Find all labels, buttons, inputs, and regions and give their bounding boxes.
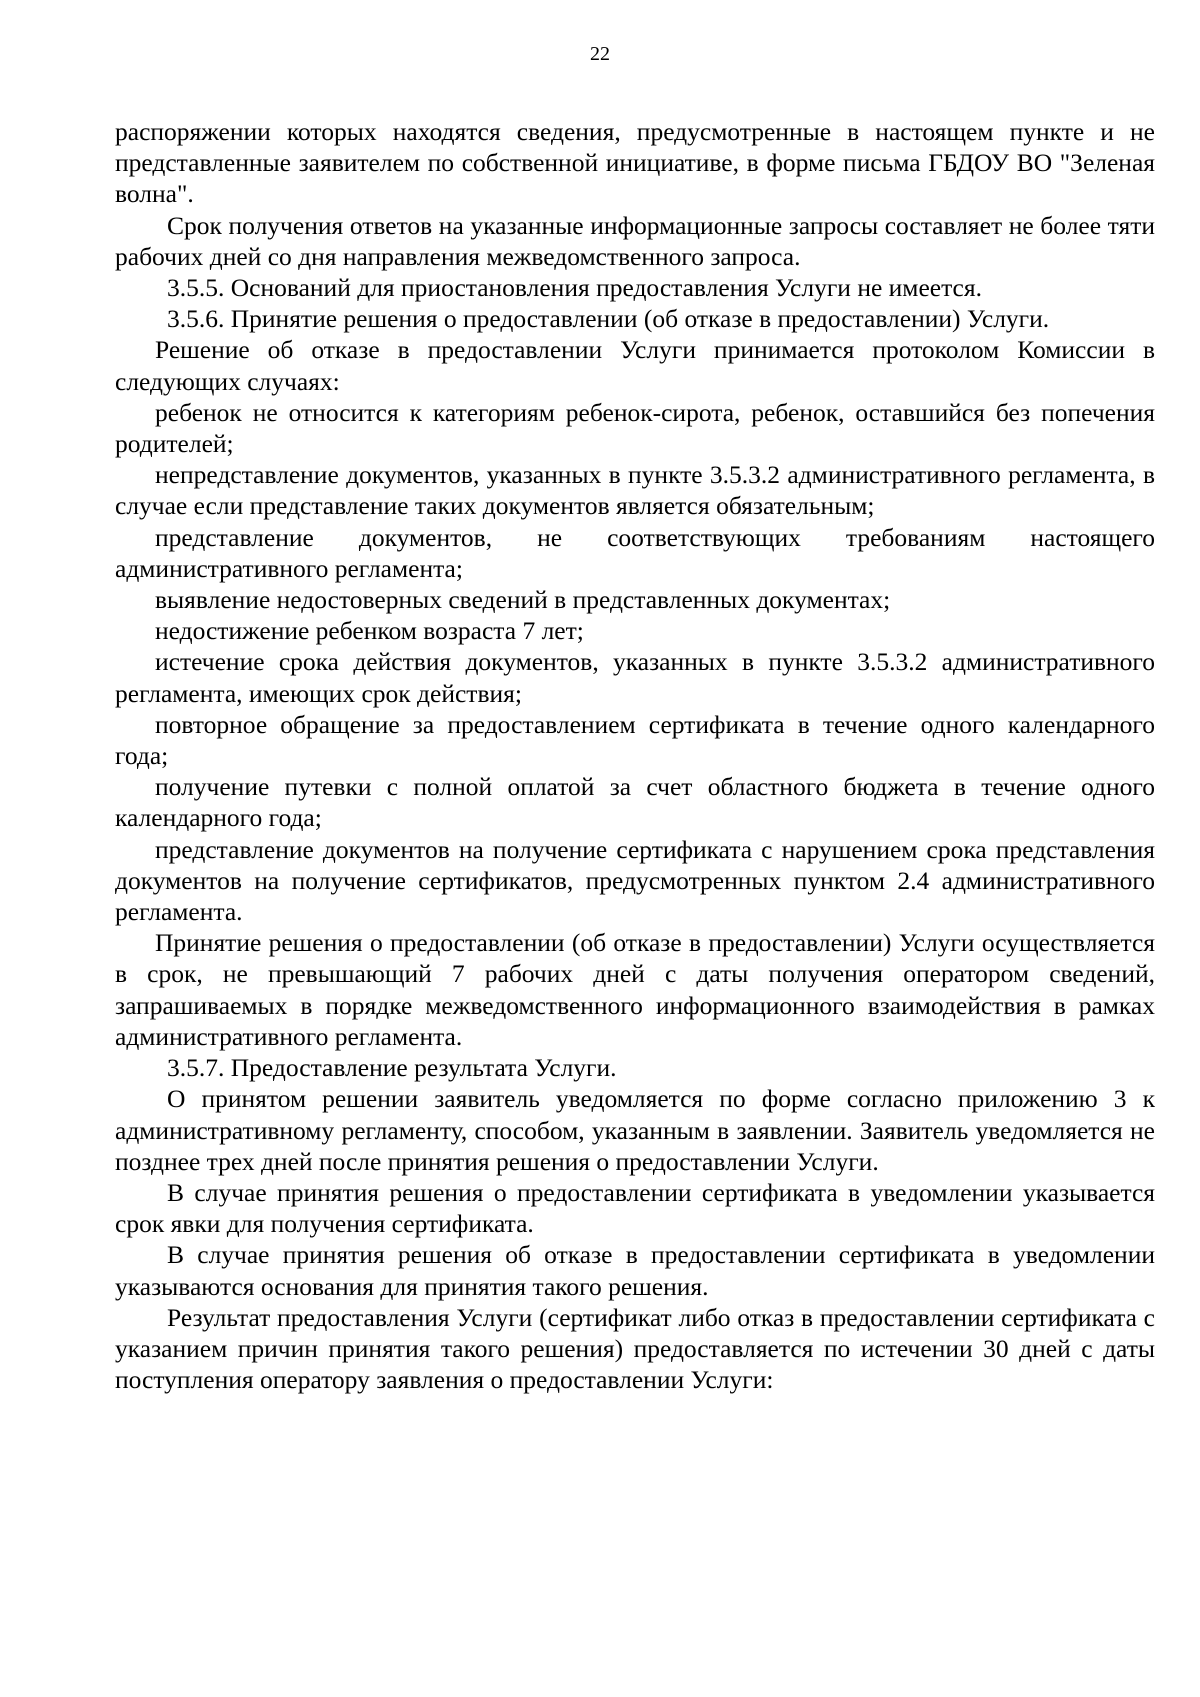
list-item: истечение срока действия документов, указанных в пункте 3.5.3.2 административного регламента, имеющих срок действия; <box>115 647 1155 708</box>
paragraph: Результат предоставления Услуги (сертификат либо отказ в предоставлении сертификата с указанием причин принятия такого решения) предоставляется по истечении 30 дней с даты поступления оператору заявления о предоставлении Услуги: <box>115 1302 1155 1395</box>
list-item: недостижение ребенком возраста 7 лет; <box>155 616 584 646</box>
paragraph: распоряжении которых находятся сведения, предусмотренные в настоящем пункте и не представленные заявителем по собственной инициативе, в форме письма ГБДОУ ВО "Зеленая волна". <box>115 117 1155 209</box>
paragraph: О принятом решении заявитель уведомляется по форме согласно приложению 3 к административному регламенту, способом, указанным в заявлении. Заявитель уведомляется не позднее трех дней после принятия решения о предоставлении Услуги. <box>115 1084 1155 1176</box>
paragraph: В случае принятия решения об отказе в предоставлении сертификата в уведомлении указываются основания для принятия такого решения. <box>115 1240 1155 1301</box>
paragraph: 3.5.6. Принятие решения о предоставлении (об отказе в предоставлении) Услуги. <box>167 304 1050 334</box>
paragraph: Принятие решения о предоставлении (об отказе в предоставлении) Услуги осуществляется в срок, не превышающий 7 рабочих дней с даты получения оператором сведений, запрашиваемых в порядке межведомственного информационного взаимодействия в рамках административного регламента. <box>115 928 1155 1051</box>
list-item: представление документов, не соответствующих требованиям настоящего административного регламента; <box>115 522 1155 583</box>
paragraph: Решение об отказе в предоставлении Услуги принимается протоколом Комиссии в следующих случаях: <box>115 335 1155 396</box>
list-item: представление документов на получение сертификата с нарушением срока представления документов на получение сертификатов, предусмотренных пунктом 2.4 административного регламента. <box>115 834 1155 927</box>
list-item: непредставление документов, указанных в пункте 3.5.3.2 административного регламента, в случае если представление таких документов является обязательным; <box>115 460 1155 521</box>
list-item: получение путевки с полной оплатой за счет областного бюджета в течение одного календарного года; <box>115 772 1155 833</box>
paragraph: 3.5.7. Предоставление результата Услуги. <box>167 1053 617 1083</box>
page-number: 22 <box>590 43 610 65</box>
document-body <box>115 116 1155 1395</box>
paragraph: Срок получения ответов на указанные информационные запросы составляет не более тяти рабочих дней со дня направления межведомственного запроса. <box>115 210 1155 271</box>
list-item: ребенок не относится к категориям ребенок-сирота, ребенок, оставшийся без попечения родителей; <box>115 397 1155 459</box>
list-item: повторное обращение за предоставлением сертификата в течение одного календарного года; <box>115 709 1155 771</box>
paragraph: 3.5.5. Оснований для приостановления предоставления Услуги не имеется. <box>167 273 982 303</box>
paragraph: В случае принятия решения о предоставлении сертификата в уведомлении указывается срок явки для получения сертификата. <box>115 1177 1155 1239</box>
list-item: выявление недостоверных сведений в представленных документах; <box>155 585 891 615</box>
